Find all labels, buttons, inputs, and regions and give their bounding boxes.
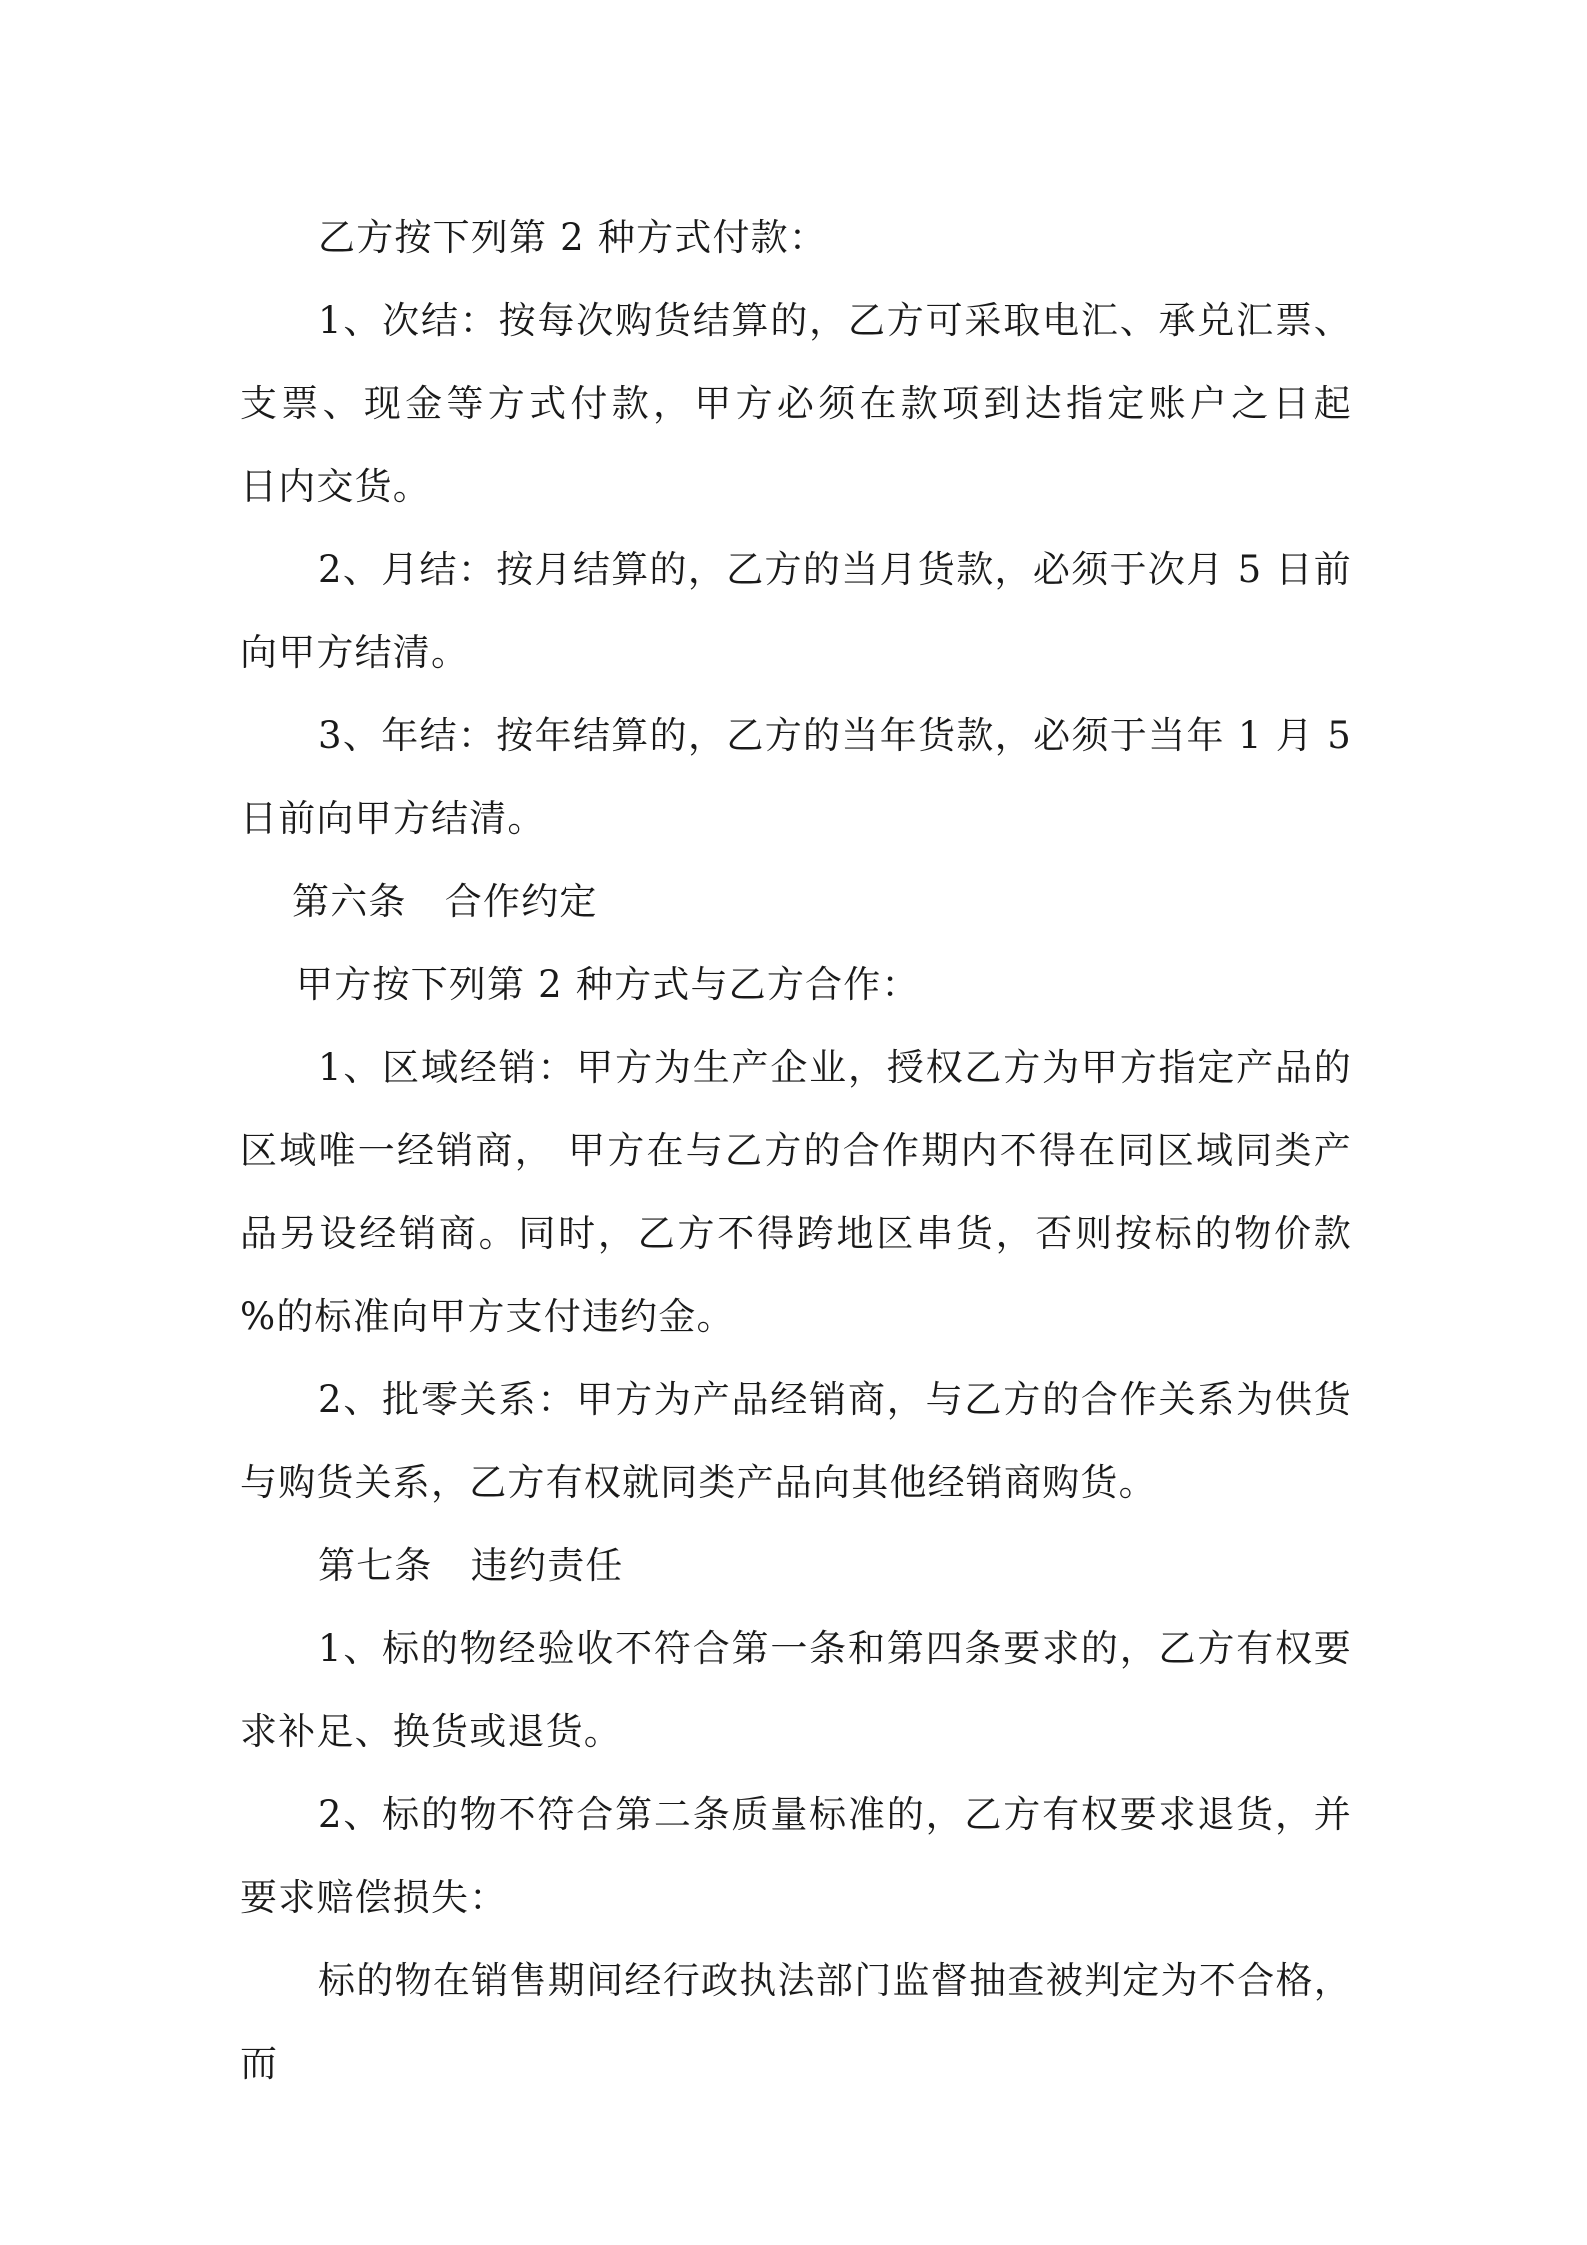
liability-clause-acceptance: 1、标的物经验收不符合第一条和第四条要求的，乙方有权要求补足、换货或退货。 [240, 1627, 1352, 1753]
section-heading-article-7: 第七条 违约责任 [318, 1544, 624, 1587]
contract-body [240, 196, 1429, 2105]
payment-option-per-order: 1、次结：按每次购货结算的，乙方可采取电汇、承兑汇票、支票、现金等方式付款，甲方必须在款项到达指定账户之日起 日内交货。 [240, 299, 1429, 508]
payment-option-yearly: 3、年结：按年结算的，乙方的当年货款，必须于当年 1 月 5 日前向甲方结清。 [240, 714, 1352, 840]
cooperation-method-paragraph: 甲方按下列第 2 种方式与乙方合作： [296, 963, 920, 1006]
payment-option-monthly: 2、月结：按月结算的，乙方的当月货款，必须于次月 5 日前向甲方结清。 [240, 548, 1352, 674]
section-heading-article-6: 第六条 合作约定 [292, 880, 598, 923]
liability-clause-quality: 2、标的物不符合第二条质量标准的，乙方有权要求退货，并要求赔偿损失： [240, 1793, 1352, 1919]
payment-method-paragraph: 乙方按下列第 2 种方式付款： [318, 216, 828, 259]
liability-clause-inspection: 标的物在销售期间经行政执法部门监督抽查被判定为不合格，而 [240, 1959, 1352, 2085]
cooperation-option-wholesale-retail: 2、批零关系：甲方为产品经销商，与乙方的合作关系为供货与购货关系，乙方有权就同类产品向其他经销商购货。 [240, 1378, 1352, 1504]
cooperation-option-regional-distribution: 1、区域经销：甲方为生产企业，授权乙方为甲方指定产品的区域唯一经销商， 甲方在与乙方的合作期内不得在同区域同类产品另设经销商。同时，乙方不得跨地区串货，否则按标的物价款 %的标准向甲方支付违约金。 [240, 1046, 1429, 1338]
